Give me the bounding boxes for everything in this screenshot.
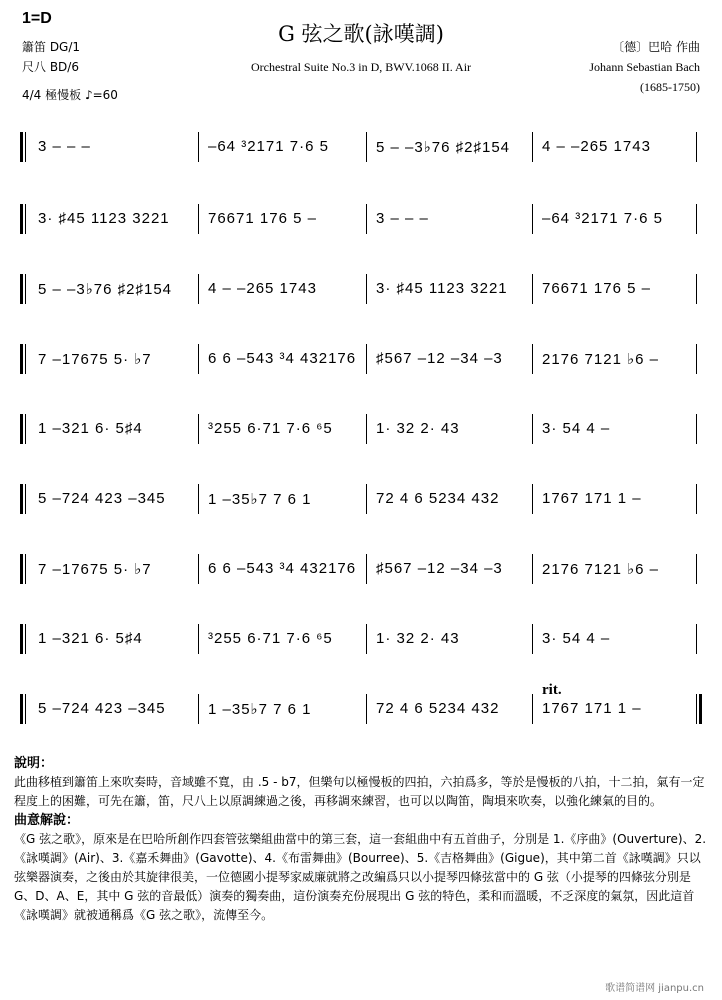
measure: 76671 176 5 – — [542, 280, 651, 297]
barline — [198, 624, 199, 654]
measure: 76671 176 5 – — [208, 210, 317, 227]
measure: 3 – – – — [376, 210, 429, 227]
barline — [366, 274, 367, 304]
measure: 4 – –265 1743 — [208, 280, 317, 297]
measure: ♯567 –12 –34 –3 — [376, 560, 503, 577]
barline — [20, 132, 26, 162]
barline — [198, 204, 199, 234]
score-row — [20, 130, 700, 172]
measure: 7 –17675 5· ♭7 — [38, 351, 152, 368]
barline — [696, 274, 697, 304]
barline — [198, 132, 199, 162]
barline — [20, 484, 26, 514]
barline — [198, 344, 199, 374]
measure: 5 – –3♭76 ♯2♯154 — [376, 139, 511, 156]
score-row — [20, 272, 700, 314]
explain-heading: 說明： — [14, 756, 54, 771]
barline — [366, 484, 367, 514]
measure: 1· 32 2· 43 — [376, 630, 460, 647]
measure: –64 ³2171 7·6 5 — [542, 210, 663, 227]
barline — [366, 554, 367, 584]
measure: ♯567 –12 –34 –3 — [376, 350, 503, 367]
measure: 3· 54 4 – — [542, 630, 611, 647]
measure: 1· 32 2· 43 — [376, 420, 460, 437]
barline — [198, 274, 199, 304]
barline — [696, 554, 697, 584]
barline — [696, 414, 697, 444]
explain-text: 此曲移植到簫笛上來吹奏時，音域雖不寬，由 .5 - b7，但樂句以極慢板的四拍，六拍爲多，等於是慢板的八拍，十二拍，氣有一定程度上的困難，可先在簫，笛，尺八上以原調練過之後，再移調來練習，也可以以陶笛，陶塤來吹奏，以強化練氣的目的。 — [14, 775, 705, 808]
barline — [366, 624, 367, 654]
measure: 72 4 6 5234 432 — [376, 490, 500, 507]
barline — [696, 204, 697, 234]
score-row — [20, 342, 700, 384]
barline — [198, 554, 199, 584]
page-title: G 弦之歌(詠嘆調) — [278, 22, 444, 46]
score-row — [20, 622, 700, 664]
barline — [532, 132, 533, 162]
barline — [532, 204, 533, 234]
instrument-line-1: 簫笛 DG/1 — [22, 40, 81, 54]
measure: 6 6 –543 ³4 432176 — [208, 350, 357, 367]
barline — [532, 344, 533, 374]
instrument-line-2: 尺八 BD/6 — [22, 60, 79, 74]
measure: 5 –724 423 –345 — [38, 490, 166, 507]
barline — [20, 344, 26, 374]
score-row — [20, 202, 700, 244]
barline — [532, 694, 533, 724]
barline — [366, 414, 367, 444]
barline — [20, 414, 26, 444]
measure: 4 – –265 1743 — [542, 138, 651, 155]
ritardando-mark: rit. — [542, 682, 562, 698]
barline — [198, 414, 199, 444]
barline — [366, 344, 367, 374]
measure: 7 –17675 5· ♭7 — [38, 561, 152, 578]
measure: 1 –321 6· 5♯4 — [38, 630, 143, 647]
score-row — [20, 692, 700, 734]
measure: 3 – – – — [38, 138, 91, 155]
key-signature: 1=D — [22, 10, 52, 27]
barline — [696, 484, 697, 514]
measure: 2176 7121 ♭6 – — [542, 561, 660, 578]
barline — [696, 132, 697, 162]
barline — [20, 204, 26, 234]
measure: –64 ³2171 7·6 5 — [208, 138, 329, 155]
barline — [20, 274, 26, 304]
barline — [696, 694, 702, 724]
measure: 72 4 6 5234 432 — [376, 700, 500, 717]
measure: 1 –321 6· 5♯4 — [38, 420, 143, 437]
measure: 5 – –3♭76 ♯2♯154 — [38, 281, 173, 298]
measure: 1767 171 1 – — [542, 490, 642, 507]
page-subtitle: Orchestral Suite No.3 in D, BWV.1068 II. Air — [250, 60, 472, 74]
measure: 2176 7121 ♭6 – — [542, 351, 660, 368]
barline — [696, 624, 697, 654]
about-heading: 曲意解說： — [14, 813, 80, 828]
measure: 1767 171 1 – — [542, 700, 642, 717]
score-row — [20, 552, 700, 594]
barline — [20, 694, 26, 724]
barline — [532, 554, 533, 584]
measure: 3· 54 4 – — [542, 420, 611, 437]
composer-credit: 〔德〕巴哈 作曲 — [612, 40, 700, 54]
notes-section — [14, 754, 708, 925]
score-row — [20, 482, 700, 524]
barline — [366, 694, 367, 724]
barline — [366, 204, 367, 234]
watermark: 歌谱简谱网 jianpu.cn — [605, 983, 704, 994]
measure: ³255 6·71 7·6 ⁶5 — [208, 420, 333, 437]
barline — [532, 414, 533, 444]
measure: 1 –35♭7 7 6 1 — [208, 701, 312, 718]
measure: ³255 6·71 7·6 ⁶5 — [208, 630, 333, 647]
barline — [532, 624, 533, 654]
barline — [20, 554, 26, 584]
measure: 3· ♯45 1123 3221 — [38, 210, 170, 227]
barline — [20, 624, 26, 654]
barline — [198, 694, 199, 724]
measure: 6 6 –543 ³4 432176 — [208, 560, 357, 577]
measure: 1 –35♭7 7 6 1 — [208, 491, 312, 508]
barline — [366, 132, 367, 162]
composer-name-english: Johann Sebastian Bach — [589, 60, 700, 74]
barline — [532, 484, 533, 514]
measure: 3· ♯45 1123 3221 — [376, 280, 508, 297]
tempo-marking: 4/4 極慢板 ♪=60 — [22, 88, 118, 102]
about-text: 《G 弦之歌》，原來是在巴哈所創作四套管弦樂組曲當中的第三套，這一套組曲中有五首曲子，分別是 1.《序曲》(Ouverture)、2.《詠嘆調》(Air)、3.《嘉禾舞曲》(Gavotte)、4.《布雷舞曲》(Bourree)、5.《吉格舞曲》(Gigue)，其中第二首《詠嘆調》只以弦樂器演奏，之後由於其旋律很美，一位德國小提琴家威廉就將之改編爲只以小提琴四條弦當中的 G 弦（小提琴的四條弦分別是 G、D、A、E，其中 G 弦的音最低）演奏的獨奏曲，這份演奏充份展現出 G 弦的特色，柔和而溫暖，不乏深度的氣氛，因此這首《詠嘆調》就被通稱爲《G 弦之歌》，流傳至今。 — [14, 832, 707, 922]
measure: 5 –724 423 –345 — [38, 700, 166, 717]
barline — [198, 484, 199, 514]
barline — [696, 344, 697, 374]
composer-years: (1685-1750) — [640, 80, 700, 94]
score-row — [20, 412, 700, 454]
barline — [532, 274, 533, 304]
